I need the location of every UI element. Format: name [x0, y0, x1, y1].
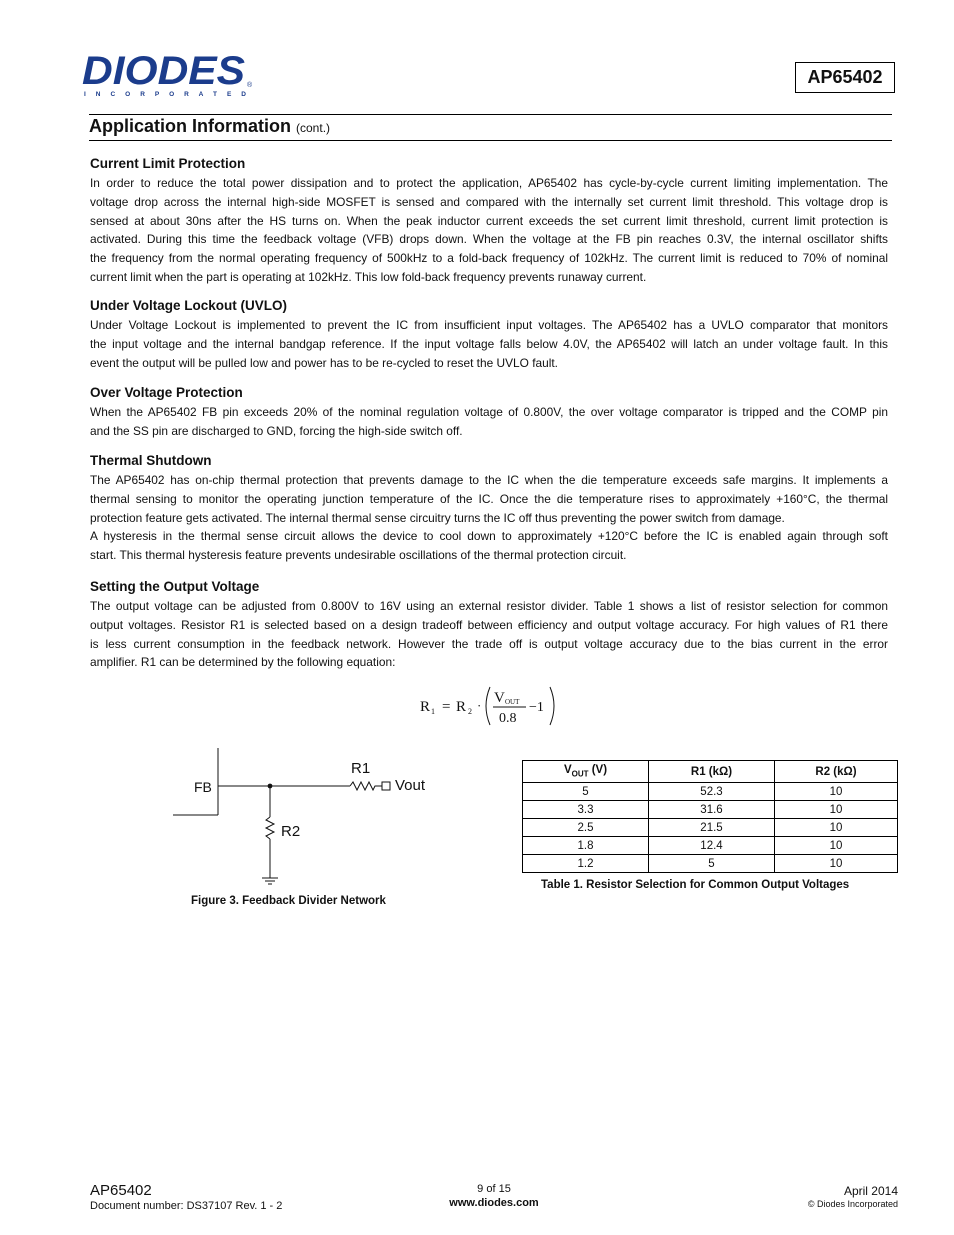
eq-dot: ·	[477, 698, 482, 713]
text-line: amplifier. R1 can be determined by the following equation:	[90, 655, 396, 670]
eq-vout-sub: OUT	[505, 698, 520, 706]
section-title-text: Application Information	[89, 116, 291, 136]
text-line: thermal sensing to monitor the operating junction temperature of the IC. Once the die temperature rises to approximately +160°C, the thermal	[90, 491, 888, 506]
header-vout: $V_{OUT}$ (V)	[523, 761, 649, 783]
eq-equals: =	[442, 699, 451, 715]
table-row	[523, 783, 898, 801]
footer-date: April 2014	[843, 1184, 898, 1198]
resistor-table	[522, 760, 898, 873]
vout-label: Vout	[395, 777, 426, 794]
text-line: The output voltage can be adjusted from 0.800V to 16V using an external resistor divider. Table 1 shows a list of resistor selection for common	[90, 599, 888, 613]
cell-r2: 10	[775, 819, 898, 837]
section-title-cont: (cont.)	[296, 121, 331, 135]
text-line: The AP65402 has on-chip thermal protection that prevents damage to the IC when the die temperature exceeds safe margins. It implements a	[90, 473, 888, 487]
cell-vout: 3.3	[523, 801, 649, 819]
cell-vout: 1.8	[523, 837, 649, 855]
cell-r1: 31.6	[649, 801, 775, 819]
eq-paren-right	[550, 687, 554, 725]
r1-label: R1	[351, 760, 371, 777]
feedback-divider-schematic	[170, 745, 440, 890]
paragraph-uvlo	[90, 316, 888, 372]
cell-r1: 12.4	[649, 837, 775, 855]
heading-current-limit: Current Limit Protection	[90, 156, 246, 171]
text-line: sensed at about 30ns after the HS turns on. When the peak inductor current exceeds the set current limit threshold, current limit protection is	[90, 213, 888, 228]
fb-label: FB	[194, 779, 212, 795]
paragraph-thermal	[90, 471, 888, 565]
cell-r1: 5	[649, 855, 775, 873]
heading-output-voltage: Setting the Output Voltage	[90, 579, 260, 594]
paragraph-current-limit	[90, 174, 888, 287]
r2-resistor	[266, 817, 274, 839]
header-r2: R2 (kΩ)	[775, 761, 898, 783]
text-line: the frequency from the normal operating frequency of 500kHz to a fold-back frequency of 102kHz. The current limit is reduced to 70% of nominal	[90, 251, 888, 266]
diodes-logo	[82, 50, 257, 100]
footer-copyright: © Diodes Incorporated	[807, 1199, 898, 1209]
eq-r2-sub: 2	[468, 707, 472, 716]
cell-r2: 10	[775, 855, 898, 873]
text-line: the input voltage and the internal bandgap reference. If the input voltage falls below 4.0V, the AP65402 will latch an under voltage fault. In this	[90, 336, 888, 351]
footer-url[interactable]: www.diodes.com	[449, 1197, 539, 1209]
text-line: protection feature gets activated. The internal thermal sense circuitry turns the IC off thus preventing the power switch from damage.	[90, 510, 785, 525]
heading-uvlo: Under Voltage Lockout (UVLO)	[90, 298, 288, 313]
footer-page: 9 of 15	[477, 1183, 511, 1195]
eq-r1: R	[420, 699, 431, 715]
heading-thermal: Thermal Shutdown	[90, 453, 212, 468]
cell-r2: 10	[775, 783, 898, 801]
text-line: Under Voltage Lockout is implemented to prevent the IC from insufficient input voltages. The AP65402 has a UVLO comparator that monitors	[90, 318, 888, 332]
eq-minus-one: −1	[529, 700, 544, 715]
eq-denominator: 0.8	[499, 711, 517, 726]
text-line: When the AP65402 FB pin exceeds 20% of the nominal regulation voltage of 0.800V, the over voltage comparator is tripped and the COMP pin	[90, 405, 888, 419]
cell-r1: 52.3	[649, 783, 775, 801]
text-line: start. This thermal hysteresis feature prevents undesirable oscillations of the thermal protection circuit.	[90, 548, 627, 563]
heading-ovp: Over Voltage Protection	[90, 385, 243, 400]
eq-r2: R	[456, 699, 467, 715]
text-line: A hysteresis in the thermal sense circuit allows the device to cool down to approximately +120°C before the IC is enabled again through soft	[90, 529, 888, 544]
table-header-row	[523, 761, 898, 783]
r1-equation	[410, 682, 570, 732]
text-line: is less current consumption in the feedback network. However the trade off is output voltage accuracy due to the bias current in the error	[90, 636, 888, 651]
header-rule-bottom	[89, 140, 892, 141]
text-line: activated. During this time the feedback voltage (VFB) drops down. When the voltage at the FB pin reaches 0.3V, the internal oscillator shifts	[90, 232, 888, 247]
cell-vout: 1.2	[523, 855, 649, 873]
header-rule-top	[89, 114, 892, 115]
section-title	[89, 116, 330, 137]
table-caption: Table 1. Resistor Selection for Common Output Voltages	[541, 879, 850, 891]
eq-vout: V	[494, 690, 505, 706]
figure-caption: Figure 3. Feedback Divider Network	[191, 895, 386, 907]
eq-paren-left	[486, 687, 490, 725]
text-line: voltage drop across the internal high-side MOSFET is sensed and compared with the internally set current limit threshold. This voltage drop is	[90, 194, 888, 209]
text-line: In order to reduce the total power dissipation and to protect the application, AP65402 has cycle-by-cycle current limiting implementation. The	[90, 176, 888, 190]
paragraph-ovp	[90, 403, 888, 441]
r2-label: R2	[281, 823, 301, 840]
cell-r2: 10	[775, 801, 898, 819]
table-row	[523, 837, 898, 855]
cell-vout: 5	[523, 783, 649, 801]
logo-wordmark: DIODES	[82, 50, 246, 93]
junction-dot	[268, 784, 273, 789]
cell-r2: 10	[775, 837, 898, 855]
table-row	[523, 819, 898, 837]
footer-part: AP65402	[90, 1182, 152, 1199]
eq-r1-sub: 1	[431, 707, 435, 716]
text-line: output voltages. Resistor R1 is selected based on a design tradeoff between efficiency and output voltage accuracy. For high values of R1 there	[90, 617, 888, 632]
text-line: current limit when the part is operating at 102kHz. This low fold-back frequency prevents runaway current.	[90, 269, 647, 284]
cell-vout: 2.5	[523, 819, 649, 837]
header-r1: R1 (kΩ)	[649, 761, 775, 783]
text-line: event the output will be pulled low and power has to be re-cycled to reset the UVLO fault.	[90, 355, 558, 370]
footer-doc-number: Document number: DS37107 Rev. 1 - 2	[90, 1200, 283, 1212]
vout-terminal	[382, 782, 390, 790]
table-row	[523, 855, 898, 873]
logo-subtitle: I N C O R P O R A T E D	[84, 91, 247, 98]
part-number-box: AP65402	[795, 62, 895, 93]
r1-resistor	[350, 782, 382, 790]
text-line: and the SS pin are discharged to GND, forcing the high-side switch off.	[90, 423, 463, 438]
table-row	[523, 801, 898, 819]
paragraph-output-voltage	[90, 597, 888, 672]
logo-registered: ®	[247, 82, 253, 89]
cell-r1: 21.5	[649, 819, 775, 837]
